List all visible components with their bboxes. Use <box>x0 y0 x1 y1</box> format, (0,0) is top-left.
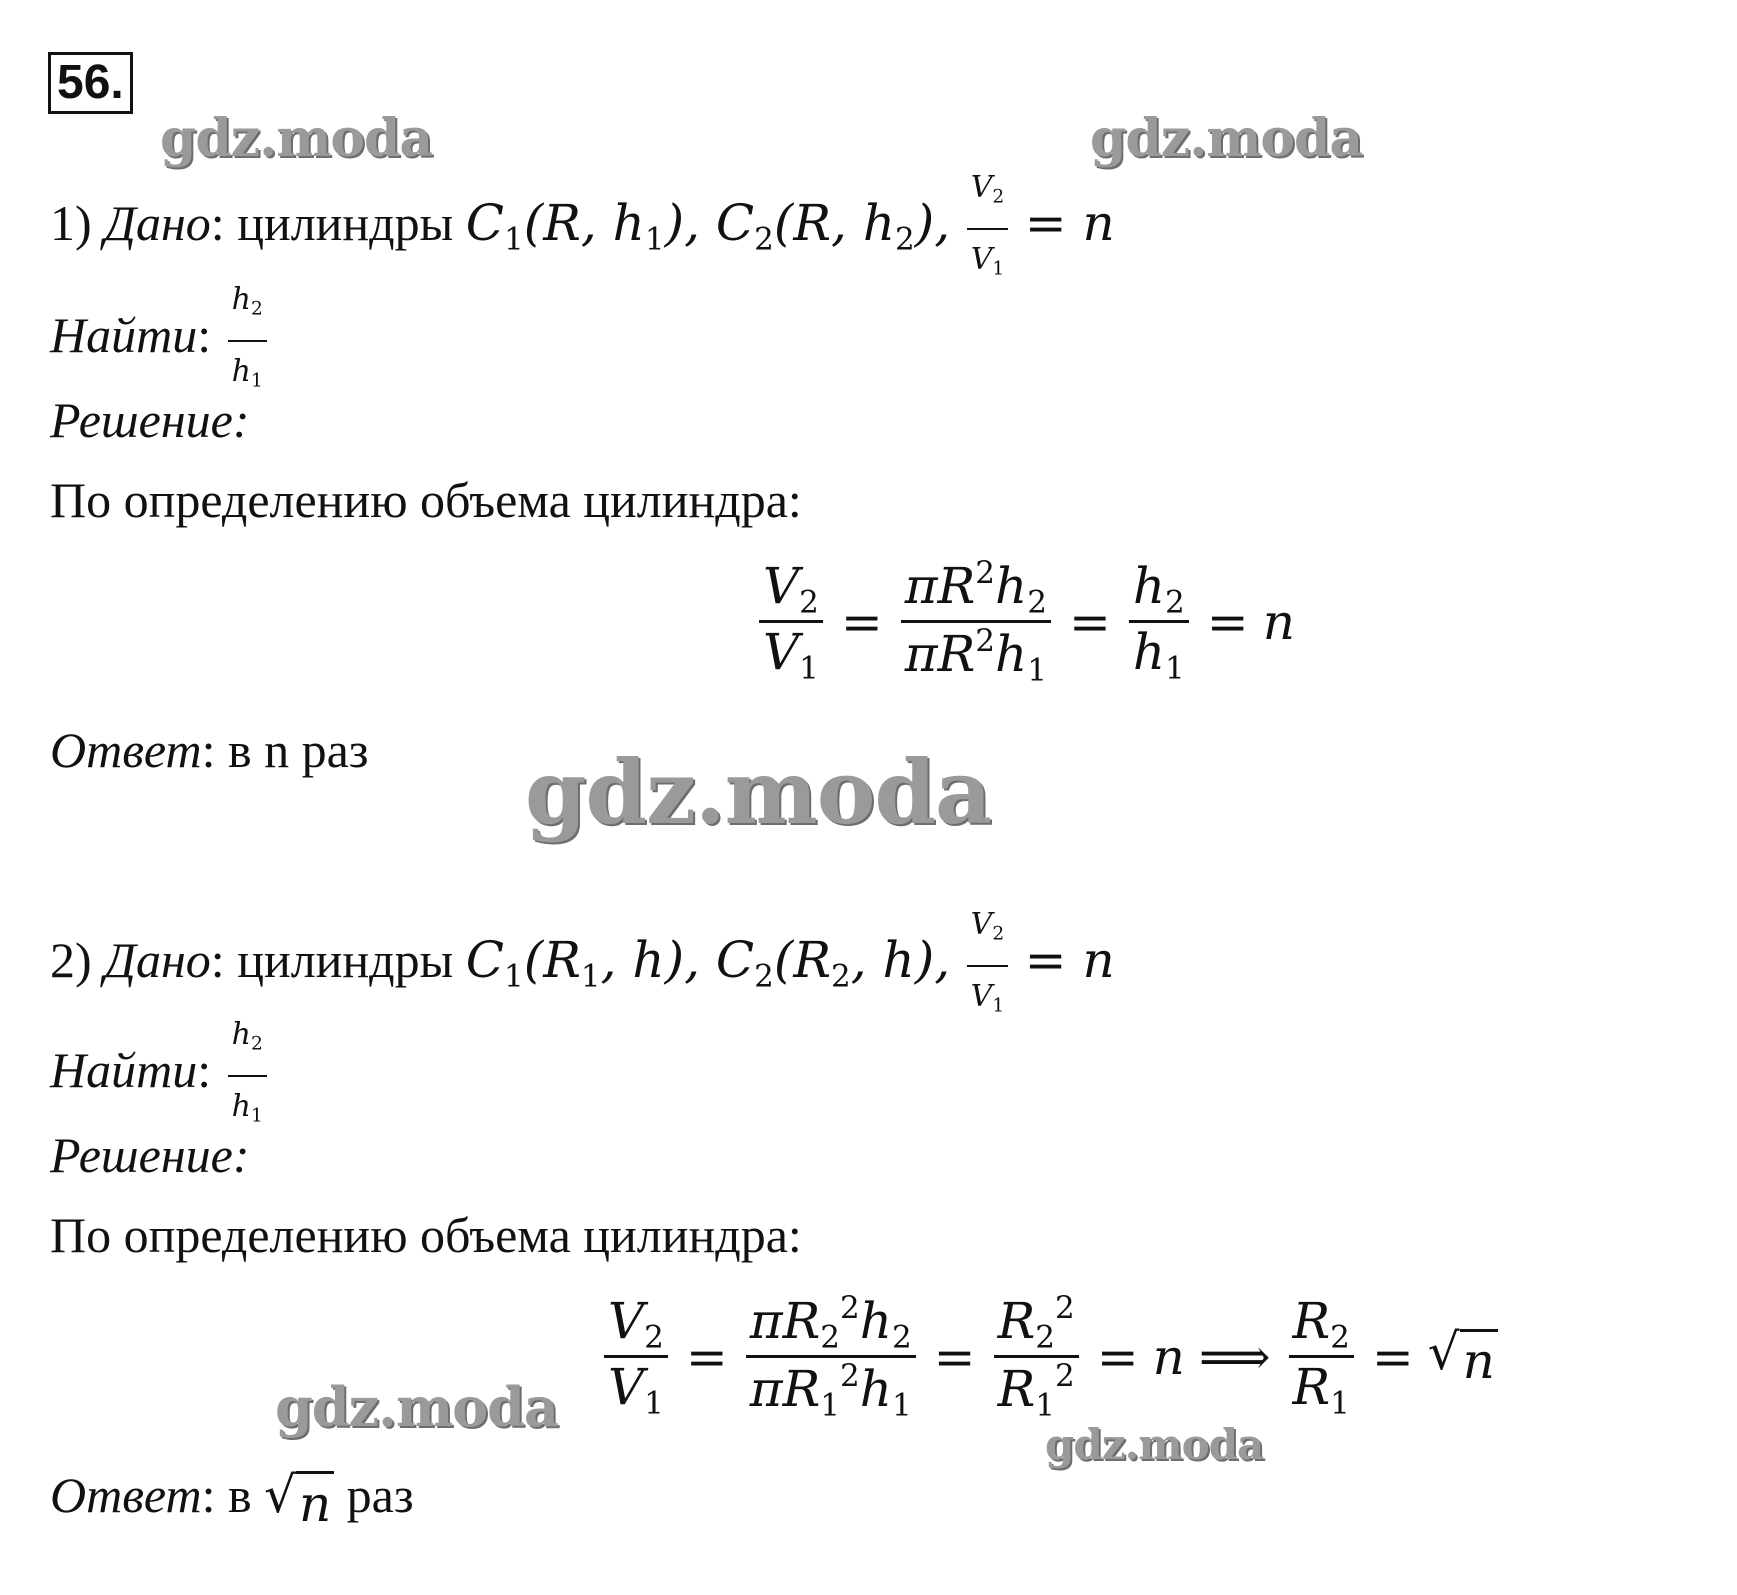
given-ratio: $\frac{V_2}{V_1}$ <box>967 158 1009 299</box>
given-cylinders: $C_1(R$, $h_1$), $C_2(R$, $h_2$), <box>465 194 951 258</box>
part2-answer: Ответ: в √ n раз <box>50 1466 414 1533</box>
given-label: Дано <box>104 932 211 989</box>
watermark: gdz.moda <box>525 740 992 844</box>
given-cylinders: $C_1(R_1$, h), $C_2(R_2$, h), <box>465 931 951 995</box>
given-label: Дано <box>104 195 211 252</box>
answer-sqrt: √ n <box>264 1465 334 1534</box>
part2-given: 2) Дано: цилиндры $C_1(R_1$, h), $C_2(R_2$, h), $\frac{V_2}{V_1}$ = n <box>50 895 1115 1036</box>
part2-solution-label: Решение: <box>50 1127 250 1183</box>
watermark: gdz.moda <box>275 1375 558 1439</box>
answer-pre: в <box>227 1467 252 1523</box>
part1-answer: Ответ: в n раз <box>50 722 369 778</box>
part2-find: Найти: $\frac{h_2}{h_1}$ <box>50 1005 271 1146</box>
watermark: gdz.moda <box>1045 1420 1264 1469</box>
answer-post: раз <box>346 1467 414 1523</box>
find-ratio: $\frac{h_2}{h_1}$ <box>228 270 267 411</box>
part2-prefix: 2) <box>50 932 92 989</box>
watermark: gdz.moda <box>1090 108 1363 169</box>
given-text: цилиндры <box>237 932 454 989</box>
answer-label: Ответ <box>50 722 202 778</box>
answer-text: в n раз <box>227 722 369 778</box>
part1-given: 1) Дано: цилиндры $C_1(R$, $h_1$), $C_2(R$, $h_2$), $\frac{V_2}{V_1}$ = n <box>50 158 1115 299</box>
part2-equation: $\frac{V_2}{V_1}$ = $\frac{\pi R_2^2h_2}{\pi R_1^2h_1}$ = $\frac{R_2^2}{R_1^2}$ = n ⟹ $\frac{R_2}{R_1}$ = √ n <box>600 1290 1498 1424</box>
part2-definition: По определению объема цилиндра: <box>50 1207 802 1263</box>
solution-label: Решение <box>50 392 233 448</box>
task-number: 56. <box>48 52 133 114</box>
answer-label: Ответ <box>50 1467 202 1523</box>
find-label: Найти <box>50 1042 198 1099</box>
part1-solution-label: Решение: <box>50 392 250 448</box>
part1-prefix: 1) <box>50 195 92 252</box>
part1-definition: По определению объема цилиндра: <box>50 472 802 528</box>
find-ratio: $\frac{h_2}{h_1}$ <box>228 1005 267 1146</box>
given-text: цилиндры <box>237 195 454 252</box>
watermark: gdz.moda <box>160 108 433 169</box>
find-label: Найти <box>50 307 198 364</box>
given-ratio: $\frac{V_2}{V_1}$ <box>967 895 1009 1036</box>
part1-find: Найти: $\frac{h_2}{h_1}$ <box>50 270 271 411</box>
solution-label: Решение <box>50 1127 233 1183</box>
part1-equation: $\frac{V_2}{V_1}$ = $\frac{\pi R^2h_2}{\pi R^2h_1}$ = $\frac{h_2}{h_1}$ = n <box>755 555 1295 689</box>
